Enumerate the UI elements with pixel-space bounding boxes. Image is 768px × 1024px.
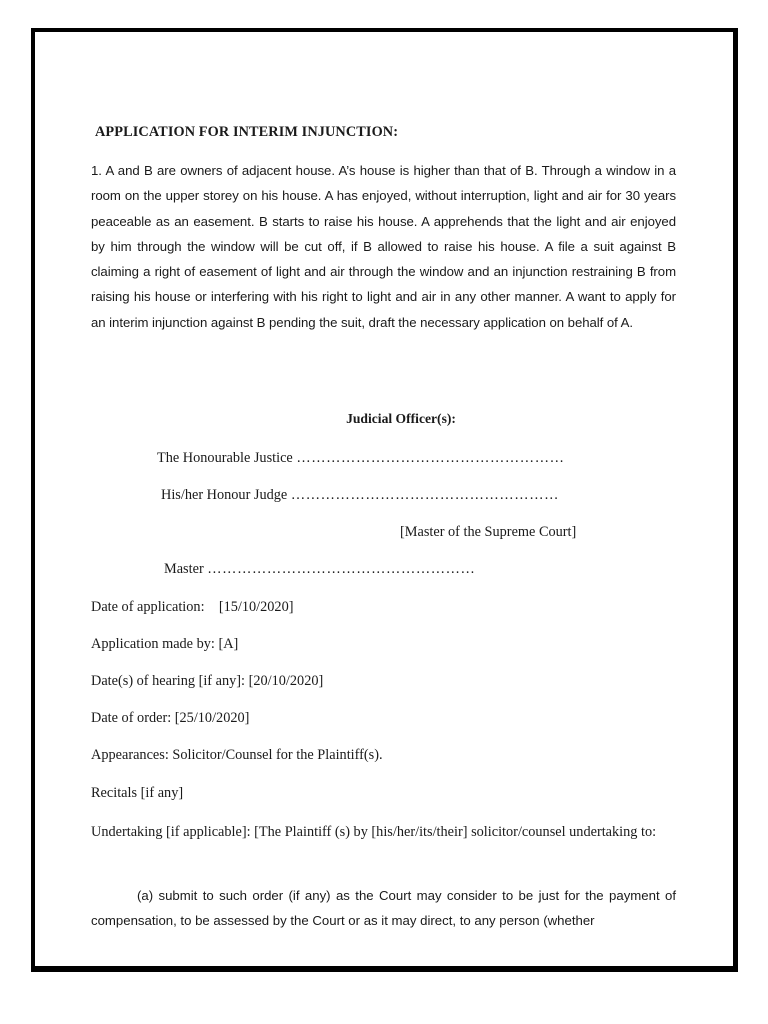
- border-inner-right-line: [735, 32, 736, 966]
- master-line: [164, 561, 475, 578]
- justice-line: [157, 450, 565, 467]
- appearances: Appearances: Solicitor/Counsel for the Plaintiff(s).: [91, 747, 383, 763]
- judge-label: His/her Honour Judge: [161, 487, 288, 503]
- dates-of-hearing: Date(s) of hearing [if any]: [20/10/2020]: [91, 673, 324, 689]
- document-title: APPLICATION FOR INTERIM INJUNCTION:: [95, 124, 399, 140]
- date-of-application: Date of application: [15/10/2020]: [91, 599, 294, 615]
- border-inner-bottom-line: [35, 968, 733, 969]
- judge-dots: ………………………………………………: [290, 487, 560, 503]
- undertaking-paragraph: Undertaking [if applicable]: [The Plaintiff (s) by [his/her/its/their] solicitor/counsel undertaking to:: [91, 824, 657, 840]
- clause-a: (a) submit to such order (if any) as the Court may consider to be just for the payment of compensation, to be assessed by the Court or as it may direct, to any person (whether: [91, 888, 676, 928]
- recitals: Recitals [if any]: [91, 785, 184, 801]
- application-made-by: Application made by: [A]: [91, 636, 239, 652]
- judge-line: [161, 487, 559, 504]
- judicial-officers-heading: Judicial Officer(s):: [346, 411, 456, 426]
- justice-dots: ………………………………………………: [296, 450, 565, 466]
- master-dots: ………………………………………………: [207, 561, 476, 577]
- problem-statement: 1. A and B are owners of adjacent house. A’s house is higher than that of B. Through a window in a room on the upper storey on his house. A has enjoyed, without interruption, light and air for 30 years peaceable as an easement. B starts to raise his house. A apprehends that the light and air enjoyed by him through the window will be cut off, if B allowed to raise his house. A file a suit against B claiming a right of easement of light and air through the window and an injunction restraining B from raising his house or interfering with his right to light and air in any other manner. A want to apply for an interim injunction against B pending the suit, draft the necessary application on behalf of A.: [91, 163, 676, 330]
- date-of-order: Date of order: [25/10/2020]: [91, 710, 250, 726]
- master-label: Master: [164, 561, 204, 577]
- master-supreme-court: [Master of the Supreme Court]: [400, 524, 577, 540]
- justice-label: The Honourable Justice: [157, 450, 293, 466]
